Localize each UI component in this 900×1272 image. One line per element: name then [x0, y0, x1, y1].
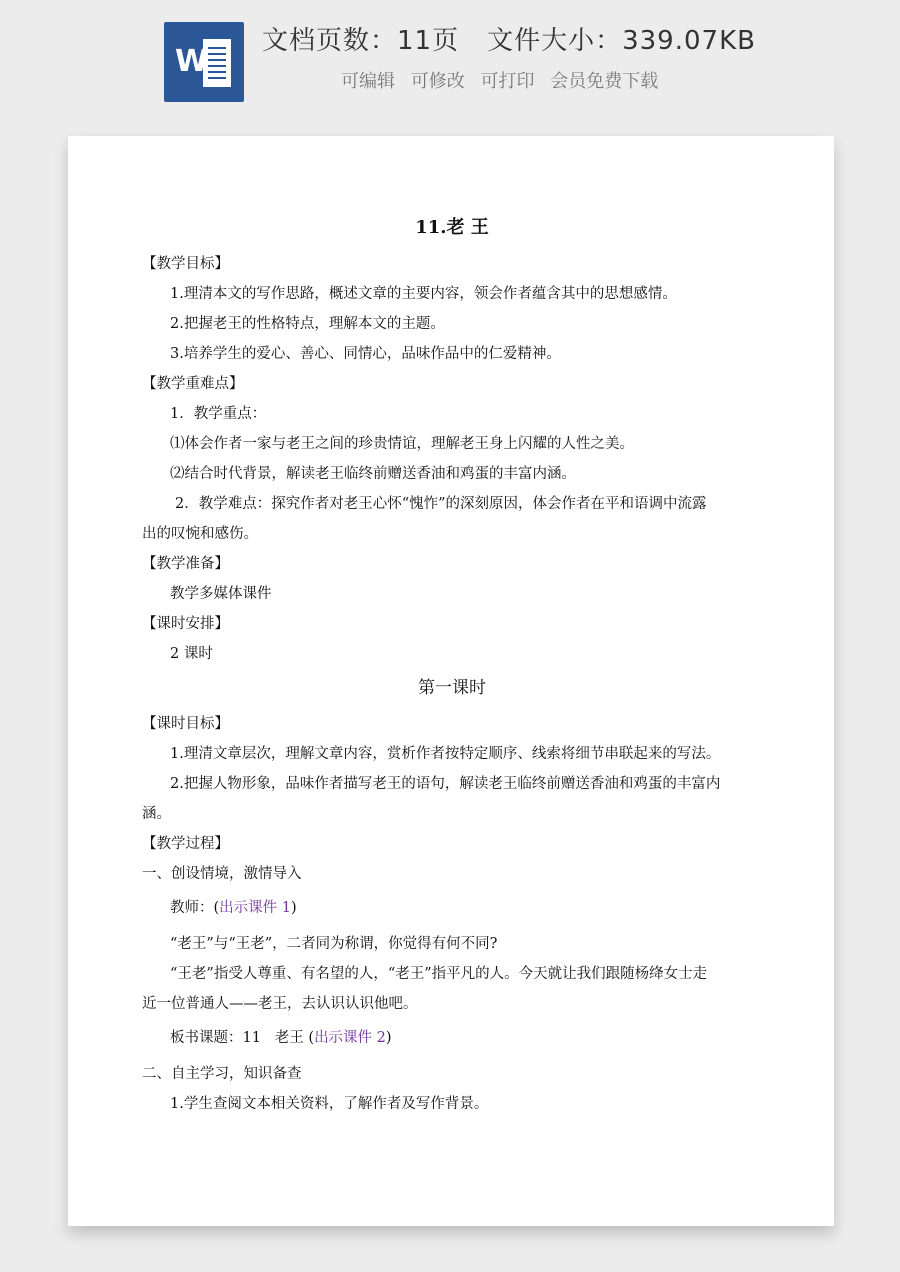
download-header — [0, 0, 900, 130]
teacher-suffix: ) — [291, 900, 297, 916]
step-2-heading: 二、自主学习，知识备查 — [142, 1066, 302, 1082]
file-meta — [262, 20, 756, 57]
goal-item-1: 1.理清本文的写作思路，概述文章的主要内容，领会作者蕴含其中的思想感情。 — [170, 286, 677, 302]
document-page — [68, 136, 834, 1226]
board-title: 老王 ( — [274, 1030, 315, 1046]
goal-item-3: 3.培养学生的爱心、善心、同情心，品味作品中的仁爱精神。 — [170, 346, 561, 362]
step-2-item-1: 1.学生查阅文本相关资料，了解作者及写作背景。 — [170, 1096, 489, 1112]
question-line: “老王”与“王老”，二者同为称谓，你觉得有何不同? — [170, 936, 498, 952]
section-heading-lesson-goals: 【课时目标】 — [142, 716, 229, 732]
feature-editable: 可编辑 — [341, 71, 395, 92]
word-logo-letter: W — [175, 44, 209, 79]
lesson-goal-2-line-2: 涵。 — [142, 806, 171, 822]
step-1-heading: 一、创设情境，激情导入 — [142, 866, 302, 882]
page-count: 文档页数：11页 — [262, 26, 460, 56]
key-point-2: ⑵结合时代背景，解读老王临终前赠送香油和鸡蛋的丰富内涵。 — [170, 466, 576, 482]
section-heading-prep: 【教学准备】 — [142, 556, 229, 572]
courseware-1-link: 出示课件 1 — [219, 900, 292, 916]
key-point-label: 1．教学重点： — [170, 406, 267, 422]
goal-item-2: 2.把握老王的性格特点，理解本文的主题。 — [170, 316, 445, 332]
section-heading-process: 【教学过程】 — [142, 836, 229, 852]
answer-line-2: 近一位普通人——老王，去认识认识他吧。 — [142, 996, 418, 1012]
document-title: 11.老 王 — [415, 217, 489, 238]
word-document-icon — [164, 22, 244, 102]
lesson-goal-2-line-1: 2.把握人物形象，品味作者描写老王的语句，解读老王临终前赠送香油和鸡蛋的丰富内 — [170, 776, 721, 792]
feature-modifiable: 可修改 — [410, 71, 465, 92]
section-heading-schedule: 【课时安排】 — [142, 616, 229, 632]
prep-text: 教学多媒体课件 — [170, 586, 272, 602]
feature-list — [341, 67, 668, 93]
teacher-prefix: 教师：( — [170, 900, 220, 916]
board-title-line — [170, 1028, 392, 1048]
courseware-2-link: 出示课件 2 — [314, 1030, 386, 1046]
section-heading-goals: 【教学目标】 — [142, 256, 229, 272]
board-number: 11 — [242, 1030, 261, 1046]
board-suffix: ) — [385, 1030, 392, 1046]
teacher-line — [170, 898, 297, 918]
schedule-text: 2 课时 — [170, 646, 213, 662]
section-heading-key-points: 【教学重难点】 — [142, 376, 244, 392]
board-prefix: 板书课题： — [170, 1030, 243, 1046]
difficulty-line-2: 出的叹惋和感伤。 — [142, 526, 258, 542]
feature-printable: 可打印 — [480, 71, 535, 92]
feature-free-download: 会员免费下载 — [550, 71, 659, 92]
difficulty-line-1: 2．教学难点：探究作者对老王心怀“愧怍”的深刻原因，体会作者在平和语调中流露 — [175, 496, 707, 512]
answer-line-1: “王老”指受人尊重、有名望的人，“老王”指平凡的人。今天就让我们跟随杨绛女士走 — [170, 966, 708, 982]
key-point-1: ⑴体会作者一家与老王之间的珍贵情谊，理解老王身上闪耀的人性之美。 — [170, 436, 634, 452]
file-size: 文件大小：339.07KB — [487, 26, 756, 56]
lesson-goal-1: 1.理清文章层次，理解文章内容，赏析作者按特定顺序、线索将细节串联起来的写法。 — [170, 746, 721, 762]
lesson-title: 第一课时 — [418, 678, 486, 698]
